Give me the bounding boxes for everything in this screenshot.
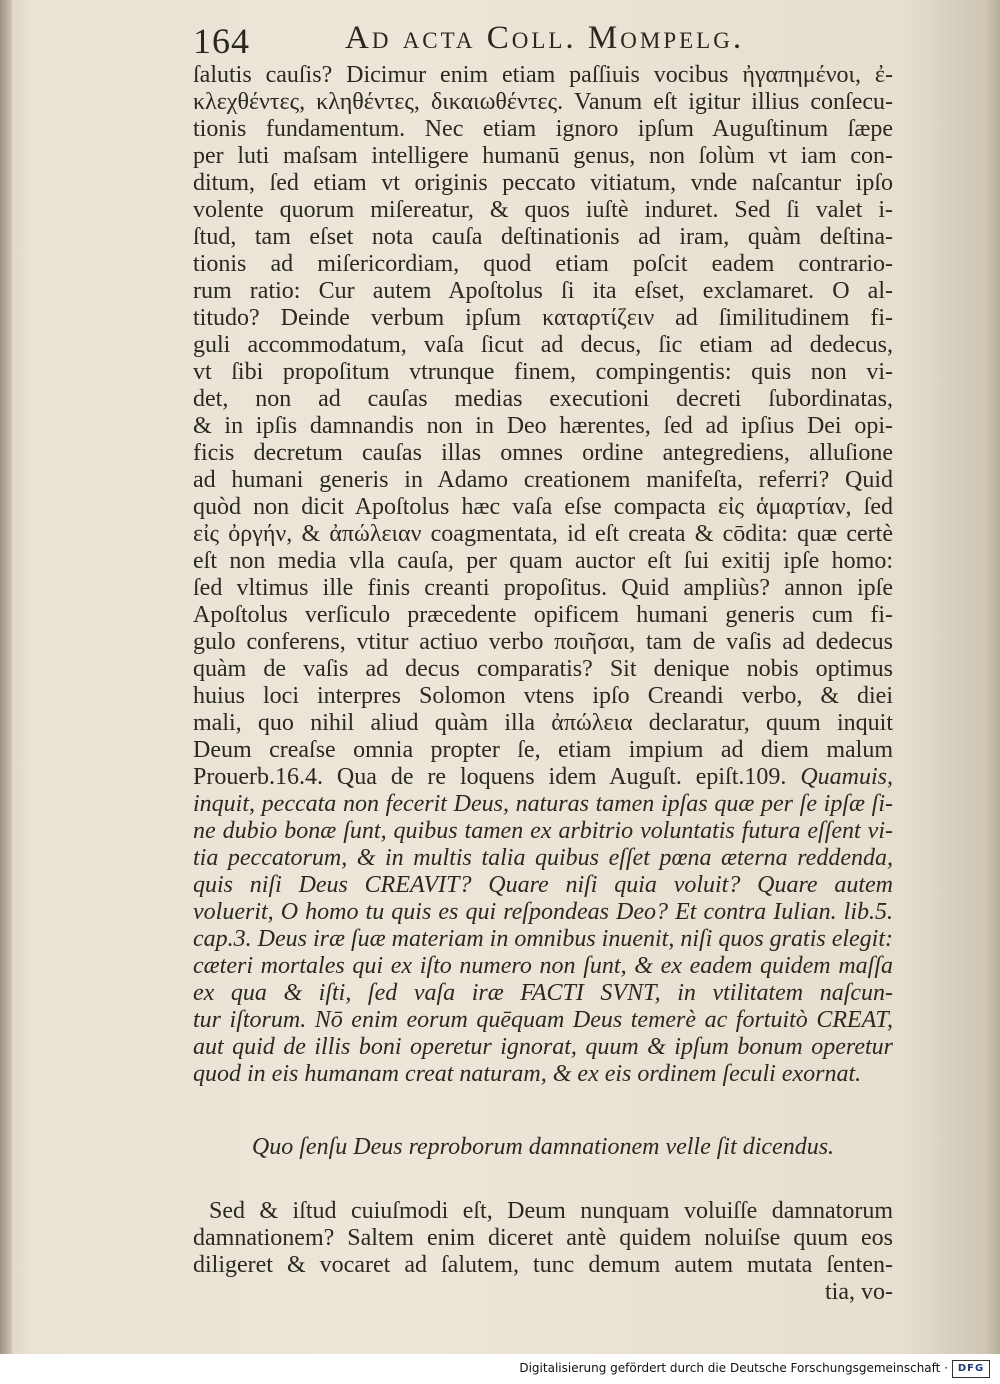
text-line: ad humani generis in Adamo creationem manifeſta, referri? Quid — [193, 467, 893, 493]
text-line: Apoſtolus verſiculo præcedente opificem humani generis cum fi- — [193, 602, 893, 628]
text-line: volente quorum miſereatur, & quos iuſtè induret. Sed ſi valet i- — [193, 197, 893, 223]
text-line: ficis decretum cauſas illas omnes ordine antegrediens, alluſione — [193, 440, 893, 466]
running-head: Ad acta Coll. Mompelg. — [345, 20, 745, 56]
text-line: ſalutis cauſis? Dicimur enim etiam paſſiuis vocibus ἠγαπημένοι, ἐ- — [193, 62, 893, 88]
text-line: tia peccatorum, & in multis talia quibus eſſet pœna æterna reddenda, — [193, 845, 893, 871]
text-line: Sed & iſtud cuiuſmodi eſt, Deum nunquam voluiſſe damnatorum — [209, 1198, 893, 1224]
text-line: voluerit, O homo tu quis es qui reſpondeas Deo? Et contra Iulian. lib.5. — [193, 899, 893, 925]
text-line: guli accommodatum, vaſa ſicut ad decus, ſic etiam ad dedecus, — [193, 332, 893, 358]
text-line: cæteri mortales qui ex iſto numero non ſunt, & ex eadem quidem maſſa — [193, 953, 893, 979]
text-line: κλεχθέντες, κληθέντες, δικαιωθέντες. Vanum eſt igitur illius conſecu- — [193, 89, 893, 115]
text-line: ne dubio bonæ ſunt, quibus tamen ex arbitrio voluntatis futura eſſent vi- — [193, 818, 893, 844]
spacer — [193, 1162, 893, 1198]
text-line: ditum, ſed etiam vt originis peccato vitiatum, vnde naſcantur ipſo — [193, 170, 893, 196]
text-line: vt ſibi propoſitum vtrunque finem, compingentis: quis non vi- — [193, 359, 893, 385]
spacer — [193, 1088, 893, 1132]
text-line: diligeret & vocaret ad ſalutem, tunc demum autem mutata ſenten- — [193, 1252, 893, 1278]
text-line: damnationem? Saltem enim diceret antè quidem noluiſse quum eos — [193, 1225, 893, 1251]
page-header — [193, 20, 813, 62]
text-line: & in ipſis damnandis non in Deo hærentes, ſed ad ipſius Dei opi- — [193, 413, 893, 439]
text-line: Deum creaſse omnia propter ſe, etiam impium ad diem malum — [193, 737, 893, 763]
page-text — [193, 62, 893, 1306]
text-line: cap.3. Deus iræ ſuæ materiam in omnibus inuenit, niſi quos gratis elegit: — [193, 926, 893, 952]
text-line: ſed vltimus ille finis creanti propoſitus. Quid ampliùs? annon ipſe — [193, 575, 893, 601]
text-line: inquit, peccata non fecerit Deus, naturas tamen ipſas quæ per ſe ipſæ ſi- — [193, 791, 893, 817]
text-line: huius loci interpres Solomon vtens ipſo Creandi verbo, & diei — [193, 683, 893, 709]
text-line: tia, vo- — [825, 1279, 893, 1305]
text-line: Prouerb.16.4. Qua de re loquens idem Auguſt. epiſt.109. Quamuis, — [193, 764, 893, 790]
book-binding-edge — [0, 0, 12, 1354]
text-line: rum ratio: Cur autem Apoſtolus ſi ita eſset, exclamaret. O al- — [193, 278, 893, 304]
text-line: eſt non media vlla cauſa, per quam auctor eſt ſui exitij ipſe homo: — [193, 548, 893, 574]
text-line: tionis fundamentum. Nec etiam ignoro ipſum Auguſtinum ſæpe — [193, 116, 893, 142]
body-paragraph — [193, 62, 893, 1088]
text-line: tur iſtorum. Nō enim eorum quēquam Deus temerè ac fortuitò CREAT, — [193, 1007, 893, 1033]
section-paragraph — [193, 1198, 893, 1306]
text-line: gulo conferens, vtitur actiuo verbo ποιῆσαι, tam de vaſis ad dedecus — [193, 629, 893, 655]
text-line: quod in eis humanam creat naturam, & ex eis ordinem ſeculi exornat. — [193, 1061, 862, 1087]
text-line: ex qua & iſti, ſed vaſa iræ FACTI SVNT, in vtilitatem naſcun- — [193, 980, 893, 1006]
page-number: 164 — [193, 21, 250, 61]
text-line: quis niſi Deus CREAVIT? Quare niſi quia voluit? Quare autem — [193, 872, 893, 898]
text-line: ſtud, tam eſset nota cauſa deſtinationis ad iram, quàm deſtina- — [193, 224, 893, 250]
section-heading: Quo ſenſu Deus reproborum damnationem velle ſit dicendus. — [251, 1134, 835, 1160]
text-line: quòd non dicit Apoſtolus hæc vaſa eſse compacta εἰς ἁμαρτίαν, ſed — [193, 494, 893, 520]
footer-credit: Digitalisierung gefördert durch die Deutsche Forschungsgemeinschaft · — [519, 1361, 948, 1375]
text-line: titudo? Deinde verbum ipſum καταρτίζειν ad ſimilitudinem fi- — [193, 305, 893, 331]
digitization-footer — [0, 1354, 1000, 1384]
text-line: det, non ad cauſas medias executioni decreti ſubordinatas, — [193, 386, 893, 412]
text-line: quàm de vaſis ad decus comparatis? Sit denique nobis optimus — [193, 656, 893, 682]
dfg-logo: DFG — [952, 1360, 990, 1378]
text-line: εἰς ὀργήν, & ἀπώλειαν coagmentata, id eſt creata & cōdita: quæ certè — [193, 521, 893, 547]
text-line: tionis ad miſericordiam, quod etiam poſcit eadem contrario- — [193, 251, 893, 277]
text-line: aut quid de illis boni operetur ignorat, quum & ipſum bonum operetur — [193, 1034, 893, 1060]
text-line: mali, quo nihil aliud quàm illa ἀπώλεια declaratur, quum inquit — [193, 710, 893, 736]
text-line: per luti maſsam intelligere humanū genus, non ſolùm vt iam con- — [193, 143, 893, 169]
